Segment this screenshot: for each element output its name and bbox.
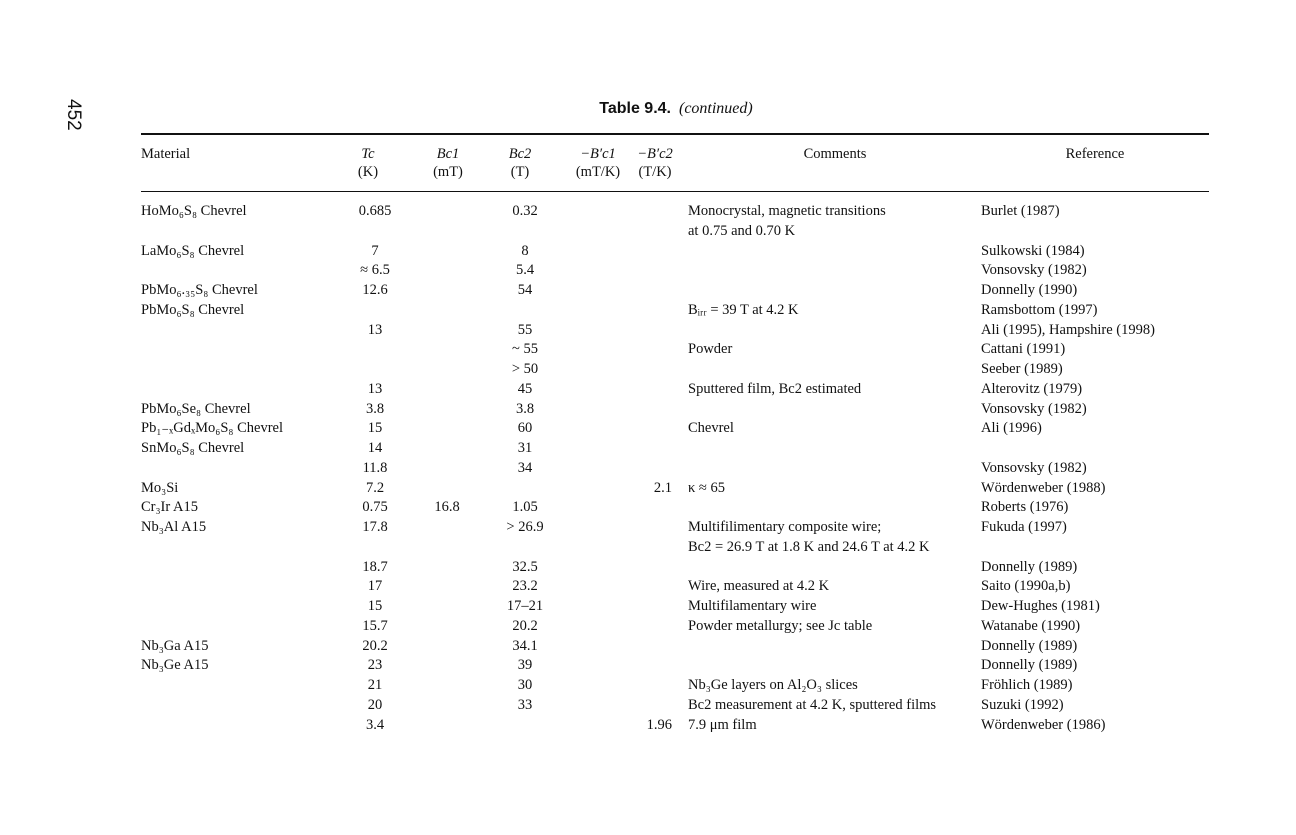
cell-tc: 15 — [367, 420, 383, 437]
cell-reference: Roberts (1976) — [981, 499, 1069, 516]
cell-tc: 21 — [367, 677, 383, 693]
cell-tc: 13 — [367, 380, 383, 397]
cell-bc2: 34 — [517, 459, 533, 476]
cell-bc2: 20.2 — [512, 617, 538, 634]
cell-tc: 20 — [367, 696, 383, 713]
header-bc1-unit: (mT) — [433, 164, 463, 180]
cell-bc2: 30 — [517, 677, 533, 693]
cell-tc: 13 — [367, 321, 383, 338]
cell-reference: Fukuda (1997) — [981, 519, 1067, 535]
cell-comments: Sputtered film, Bc2 estimated — [688, 380, 862, 397]
cell-tc: 12.6 — [362, 282, 388, 298]
cell-tc: 17 — [367, 578, 383, 595]
cell-reference: Donnelly (1989) — [981, 637, 1078, 654]
cell-reference: Wördenweber (1986) — [981, 716, 1106, 733]
cell-reference: Burlet (1987) — [981, 203, 1060, 219]
cell-material: HoMo₆S₈ Chevrel — [141, 203, 247, 219]
cell-tc: 14 — [367, 440, 383, 456]
cell-bc2: 54 — [517, 282, 533, 298]
cell-reference: Fröhlich (1989) — [981, 677, 1073, 693]
cell-reference: Donnelly (1990) — [981, 282, 1078, 298]
header-dbc2-symbol: −B′c2 — [637, 146, 673, 162]
cell-bc2: 33 — [517, 696, 533, 713]
cell-tc: 11.8 — [362, 459, 388, 476]
cell-tc: 18.7 — [362, 558, 388, 575]
cell-bc2: 45 — [517, 380, 533, 397]
cell-tc: 3.8 — [365, 400, 385, 417]
cell-comments: 7.9 μm film — [688, 716, 757, 733]
header-tc-symbol: Tc — [361, 146, 375, 162]
cell-material: Nb₃Al A15 — [141, 519, 207, 535]
cell-bc2: 3.8 — [515, 400, 535, 417]
header-dbc2-unit: (T/K) — [638, 164, 672, 180]
cell-tc: 23 — [367, 657, 383, 674]
cell-comments: Multifilamentary wire — [688, 598, 817, 614]
cell-comments: Powder — [688, 341, 733, 358]
cell-bc2: ~ 55 — [512, 341, 538, 358]
header-bc2-unit: (T) — [510, 164, 530, 180]
cell-reference: Ramsbottom (1997) — [981, 301, 1098, 318]
cell-reference: Vonsovsky (1982) — [981, 400, 1087, 417]
header-bc2 — [500, 145, 540, 181]
header-dbc1-unit: (mT/K) — [575, 164, 621, 180]
header-dbc1-symbol: −B′c1 — [580, 146, 616, 162]
cell-comments: Bc2 measurement at 4.2 K, sputtered films — [688, 696, 937, 713]
cell-bc2: 5.4 — [515, 262, 535, 279]
cell-bc2: 31 — [517, 440, 533, 456]
cell-reference: Donnelly (1989) — [981, 558, 1078, 575]
cell-tc: 17.8 — [362, 519, 388, 535]
table-label: Table 9.4. — [599, 100, 671, 117]
table-subtitle: (continued) — [678, 100, 753, 117]
cell-tc: 0.685 — [358, 203, 392, 219]
cell-comments: Wire, measured at 4.2 K — [688, 578, 830, 595]
cell-reference: Alterovitz (1979) — [981, 380, 1083, 397]
header-rule — [141, 191, 1209, 192]
cell-material: PbMo₆S₈ Chevrel — [141, 301, 245, 318]
cell-reference: Vonsovsky (1982) — [981, 459, 1087, 476]
cell-material: Mo₃Si — [141, 479, 179, 496]
cell-material: Nb₃Ga A15 — [141, 637, 209, 654]
cell-material: PbMo₆.₃₅S₈ Chevrel — [141, 282, 258, 298]
cell-comments: Chevrel — [688, 420, 734, 437]
cell-material: Nb₃Ge A15 — [141, 657, 209, 674]
header-bc1 — [426, 145, 470, 181]
cell-bc2: 0.32 — [512, 203, 538, 219]
header-bc2-symbol: Bc2 — [508, 146, 532, 162]
cell-material: Pb₁₋ₓGdₓMo₆S₈ Chevrel — [141, 420, 283, 437]
cell-tc: ≈ 6.5 — [360, 262, 390, 279]
cell-tc: 0.75 — [362, 499, 388, 516]
page-number: 452 — [63, 99, 84, 131]
cell-dbc2: 2.1 — [653, 479, 672, 496]
cell-bc2: 8 — [521, 242, 529, 259]
cell-comments: Bc2 = 26.9 T at 1.8 K and 24.6 T at 4.2 K — [688, 538, 930, 555]
header-tc — [350, 145, 386, 181]
cell-material: Cr₃Ir A15 — [141, 499, 199, 516]
cell-bc2: 32.5 — [512, 558, 538, 575]
cell-comments: κ ≈ 65 — [688, 479, 726, 496]
cell-bc2: 55 — [517, 321, 533, 338]
cell-material: LaMo₆S₈ Chevrel — [141, 242, 245, 259]
top-rule — [141, 133, 1209, 135]
cell-reference: Donnelly (1989) — [981, 657, 1078, 674]
cell-bc2: 17–21 — [506, 598, 544, 614]
cell-tc: 7.2 — [365, 479, 385, 496]
cell-comments: Multifilimentary composite wire; — [688, 519, 882, 535]
cell-material: SnMo₆S₈ Chevrel — [141, 440, 245, 456]
header-reference: Reference — [1065, 146, 1125, 162]
cell-bc2: 1.05 — [512, 499, 538, 516]
cell-material: PbMo₆Se₈ Chevrel — [141, 400, 251, 417]
cell-reference: Wördenweber (1988) — [981, 479, 1106, 496]
cell-bc2: 39 — [517, 657, 533, 674]
cell-comments: Monocrystal, magnetic transitions — [688, 203, 886, 219]
header-bc1-symbol: Bc1 — [436, 146, 460, 162]
cell-reference: Ali (1995), Hampshire (1998) — [981, 321, 1155, 338]
cell-dbc2: 1.96 — [646, 716, 672, 733]
cell-bc2: 34.1 — [512, 637, 538, 654]
cell-reference: Seeber (1989) — [981, 361, 1063, 377]
cell-tc: 15.7 — [362, 617, 388, 634]
header-dbc1 — [568, 145, 628, 181]
cell-reference: Suzuki (1992) — [981, 696, 1064, 713]
cell-tc: 20.2 — [362, 637, 388, 654]
cell-tc: 3.4 — [365, 716, 385, 733]
cell-bc1: 16.8 — [434, 499, 460, 516]
cell-reference: Watanabe (1990) — [981, 617, 1081, 634]
header-comments: Comments — [803, 146, 867, 162]
cell-bc2: > 26.9 — [506, 519, 544, 535]
cell-tc: 15 — [367, 598, 383, 614]
cell-reference: Dew-Hughes (1981) — [981, 598, 1100, 614]
cell-reference: Ali (1996) — [981, 420, 1042, 437]
header-tc-unit: (K) — [357, 164, 379, 180]
cell-reference: Cattani (1991) — [981, 341, 1066, 358]
table-title — [0, 100, 1296, 118]
cell-comments: Bᵢᵣᵣ = 39 T at 4.2 K — [688, 301, 799, 318]
header-dbc2 — [632, 145, 678, 181]
cell-comments: Nb₃Ge layers on Al₂O₃ slices — [688, 677, 858, 693]
cell-reference: Sulkowski (1984) — [981, 242, 1085, 259]
cell-comments: Powder metallurgy; see Jc table — [688, 617, 873, 634]
cell-reference: Vonsovsky (1982) — [981, 262, 1087, 279]
cell-bc2: 60 — [517, 420, 533, 437]
header-material: Material — [141, 146, 191, 162]
cell-bc2: > 50 — [511, 361, 539, 377]
cell-bc2: 23.2 — [512, 578, 538, 595]
cell-reference: Saito (1990a,b) — [981, 578, 1071, 595]
cell-comments: at 0.75 and 0.70 K — [688, 222, 796, 239]
cell-tc: 7 — [371, 242, 379, 259]
